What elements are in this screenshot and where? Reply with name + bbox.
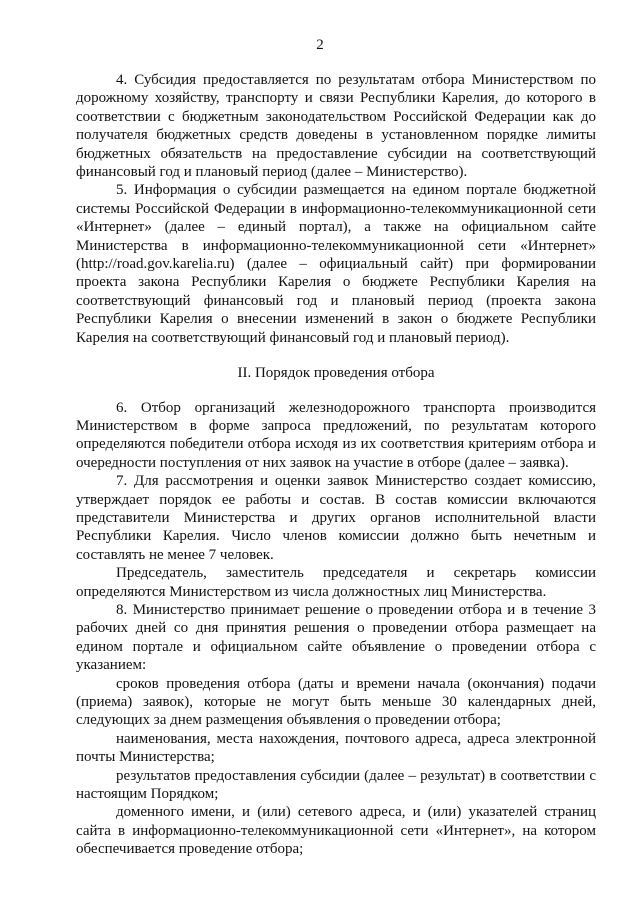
paragraph-8: 8. Министерство принимает решение о проведении отбора и в течение 3 рабочих дней со дня принятия решения о проведении отбора размещает на едином портале и официальном сайте объявление о проведении отбора с указанием: [76, 601, 596, 674]
list-item-domain-name: доменного имени, и (или) сетевого адреса, и (или) указателей страниц сайта в информационно-телекоммуникационной сети «Интернет», на котором обеспечивается проведение отбора; [76, 804, 596, 858]
page-number: 2 [316, 37, 324, 53]
list-item-deadlines: сроков проведения отбора (даты и времени начала (окончания) подачи (приема) заявок), которые не могут быть меньше 30 календарных дней, следующих за днем размещения объявления о проведении отбора; [76, 675, 596, 729]
section-heading: II. Порядок проведения отбора [237, 365, 435, 382]
list-item-ministry-contacts: наименования, места нахождения, почтового адреса, адреса электронной почты Министерства; [76, 730, 596, 766]
paragraph-4: 4. Субсидия предоставляется по результатам отбора Министерством по дорожному хозяйству, транспорту и связи Республики Карелия, до которого в соответствии с бюджетным законодательством Российской Федерации как до получателя бюджетных средств доведены в установленном порядке лимиты бюджетных обязательств на предоставление субсидии на соответствующий финансовый год и плановый период (далее – Министерство). [76, 72, 596, 181]
paragraph-commission-chair: Председатель, заместитель председателя и секретарь комиссии определяются Министерством из числа должностных лиц Министерства. [76, 565, 596, 600]
paragraph-7: 7. Для рассмотрения и оценки заявок Министерство создает комиссию, утверждает порядок ее работы и состав. В состав комиссии включаются представители Министерства и других органов исполнительной власти Республики Карелия. Число членов комиссии должно быть нечетным и составлять не менее 7 человек. [76, 473, 596, 563]
document-body [76, 71, 596, 859]
paragraph-6: 6. Отбор организаций железнодорожного транспорта производится Министерством в форме запроса предложений, по результатам которого определяются победители отбора исходя из их соответствия критериям отбора и очередности поступления от них заявок на участие в отборе (далее – заявка). [76, 399, 596, 471]
list-item-results: результатов предоставления субсидии (далее – результат) в соответствии с настоящим Порядком; [76, 767, 596, 803]
paragraph-5: 5. Информация о субсидии размещается на едином портале бюджетной системы Российской Федерации в информационно-телекоммуникационной сети «Интернет» (далее – единый портал), а также на официальном сайте Министерства в информационно-телекоммуникационной сети «Интернет» (http://road.gov.karelia.ru) (далее – официальный сайт) при формировании проекта закона Республики Карелия о бюджете Республики Карелия на соответствующий финансовый год и плановый период (проекта закона Республики Карелия о внесении изменений в закон о бюджете Республики Карелия на соответствующий финансовый год и плановый период). [76, 182, 596, 346]
